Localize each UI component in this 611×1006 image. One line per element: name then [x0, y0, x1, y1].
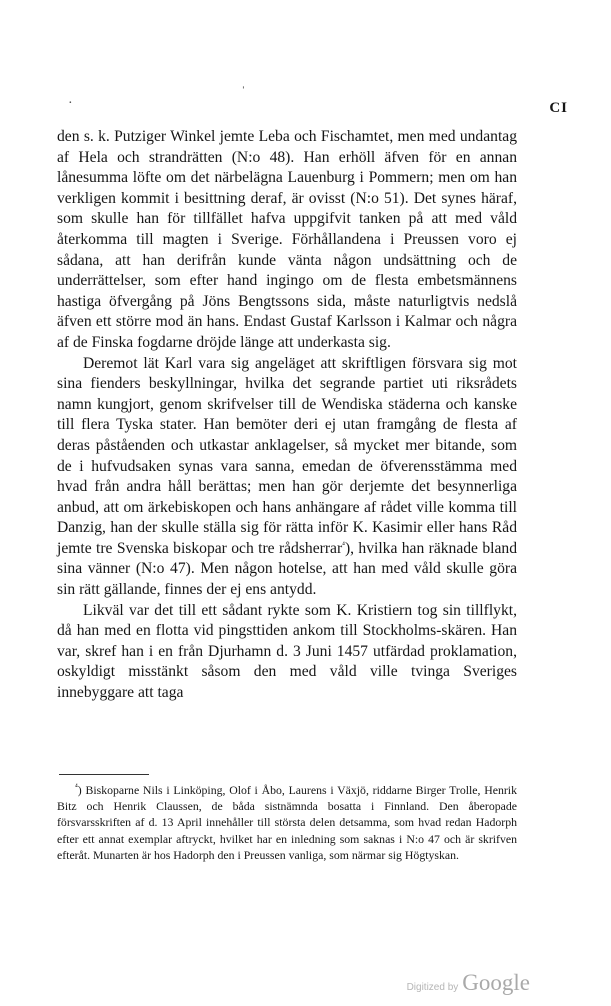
footnote	[57, 782, 517, 863]
footnote-divider	[59, 774, 149, 775]
watermark-prefix: Digitized by	[406, 982, 459, 993]
digitized-watermark	[407, 970, 530, 996]
print-speck: ˈ	[241, 85, 246, 100]
paragraph-2	[57, 354, 517, 601]
paragraph-3: Likväl var det till ett sådant rykte som K. Kristiern tog sin tillflykt, då han med en flotta vid pingsttiden ankom till Stockholms-skären. Han var, skref han i en från Djurhamn d. 3 Juni 1457 utfärdad proklamation, oskyldigt misstänkt såsom den med våld ville tvinga Sveriges innebyggare att taga	[57, 601, 517, 702]
main-text	[57, 127, 517, 704]
paragraph-2-text: Deremot lät Karl vara sig angeläget att skriftligen försvara sig mot sina fienders beskyllningar, hvilka det segrande partiet uti riksrådets namn kungjort, genom skrifvelser till de Wendiska städerna och kanske till flera Tyska stater. Han bemöter deri ej utan framgång de flesta af deras påståenden och utkastar anklagelser, så mycket mer bitande, som de i hufvudsaken synas vara sanna, emedan de öfverensstämma med hvad från andra håll berättas; men han gör derjemte det besynnerliga anbud, att om ärkebiskopen och hans anhängare af rådet ville komma till Danzig, han der skulle ställa sig för rätta inför K. Kasimir eller hans Råd jemte tre Svenska biskopar och tre rådsherrar	[57, 354, 517, 557]
footnote-reference: ⁴	[342, 539, 345, 549]
paragraph-1: den s. k. Putziger Winkel jemte Leba och Fischamtet, men med undantag af Hela och strandrätten (N:o 48). Han erhöll äfven för en annan lånesumma löfte om det närbelägna Lauenburg i Pommern; men om han verkligen kommit i besittning deraf, är ovisst (N:o 51). Det synes häraf, som skulle han för tillfället hafva uppgifvit tanken på att med våld återkomma till magten i Sverige. Förhållandena i Preussen voro ej sådana, att han derifrån kunde vänta någon undsättning och de underrättelser, som efter hand ingingo om de flesta embetsmännens hastiga öfvergång på Jöns Bengtssons sida, måste naturligtvis nedslå äfven ett större mod än hans. Endast Gustaf Karlsson i Kalmar och några af de Finska fogdarne dröjde länge att underkasta sig.	[57, 128, 517, 351]
footnote-text: ) Biskoparne Nils i Linköping, Olof i Åbo, Laurens i Växjö, riddarne Birger Trolle, Henrik Bitz och Henrik Claussen, de båda sistnämnda bosatta i Finnland. Den åberopade försvarsskriften af d. 13 April innehåller till största delen detsamma, som hvad redan Hadorph efter ett annat exemplar aftryckt, hvilket har en inledning som saknas i N:o 47 och är skrifven efteråt. Munarten är hos Hadorph den i Preussen vanliga, som närmar sig Högtyskan.	[57, 783, 517, 862]
paragraph-2-tail: ), hvilka han räknade bland sina vänner (N:o 47). Men någon hotelse, att han med våld skulle göra sin rätt gällande, finnes der ej ens antydd.	[57, 539, 517, 599]
page-number: CI	[549, 100, 568, 116]
footnote-marker: ⁴	[75, 782, 78, 792]
google-logo: Google	[462, 970, 530, 995]
print-speck: ·	[68, 96, 73, 111]
